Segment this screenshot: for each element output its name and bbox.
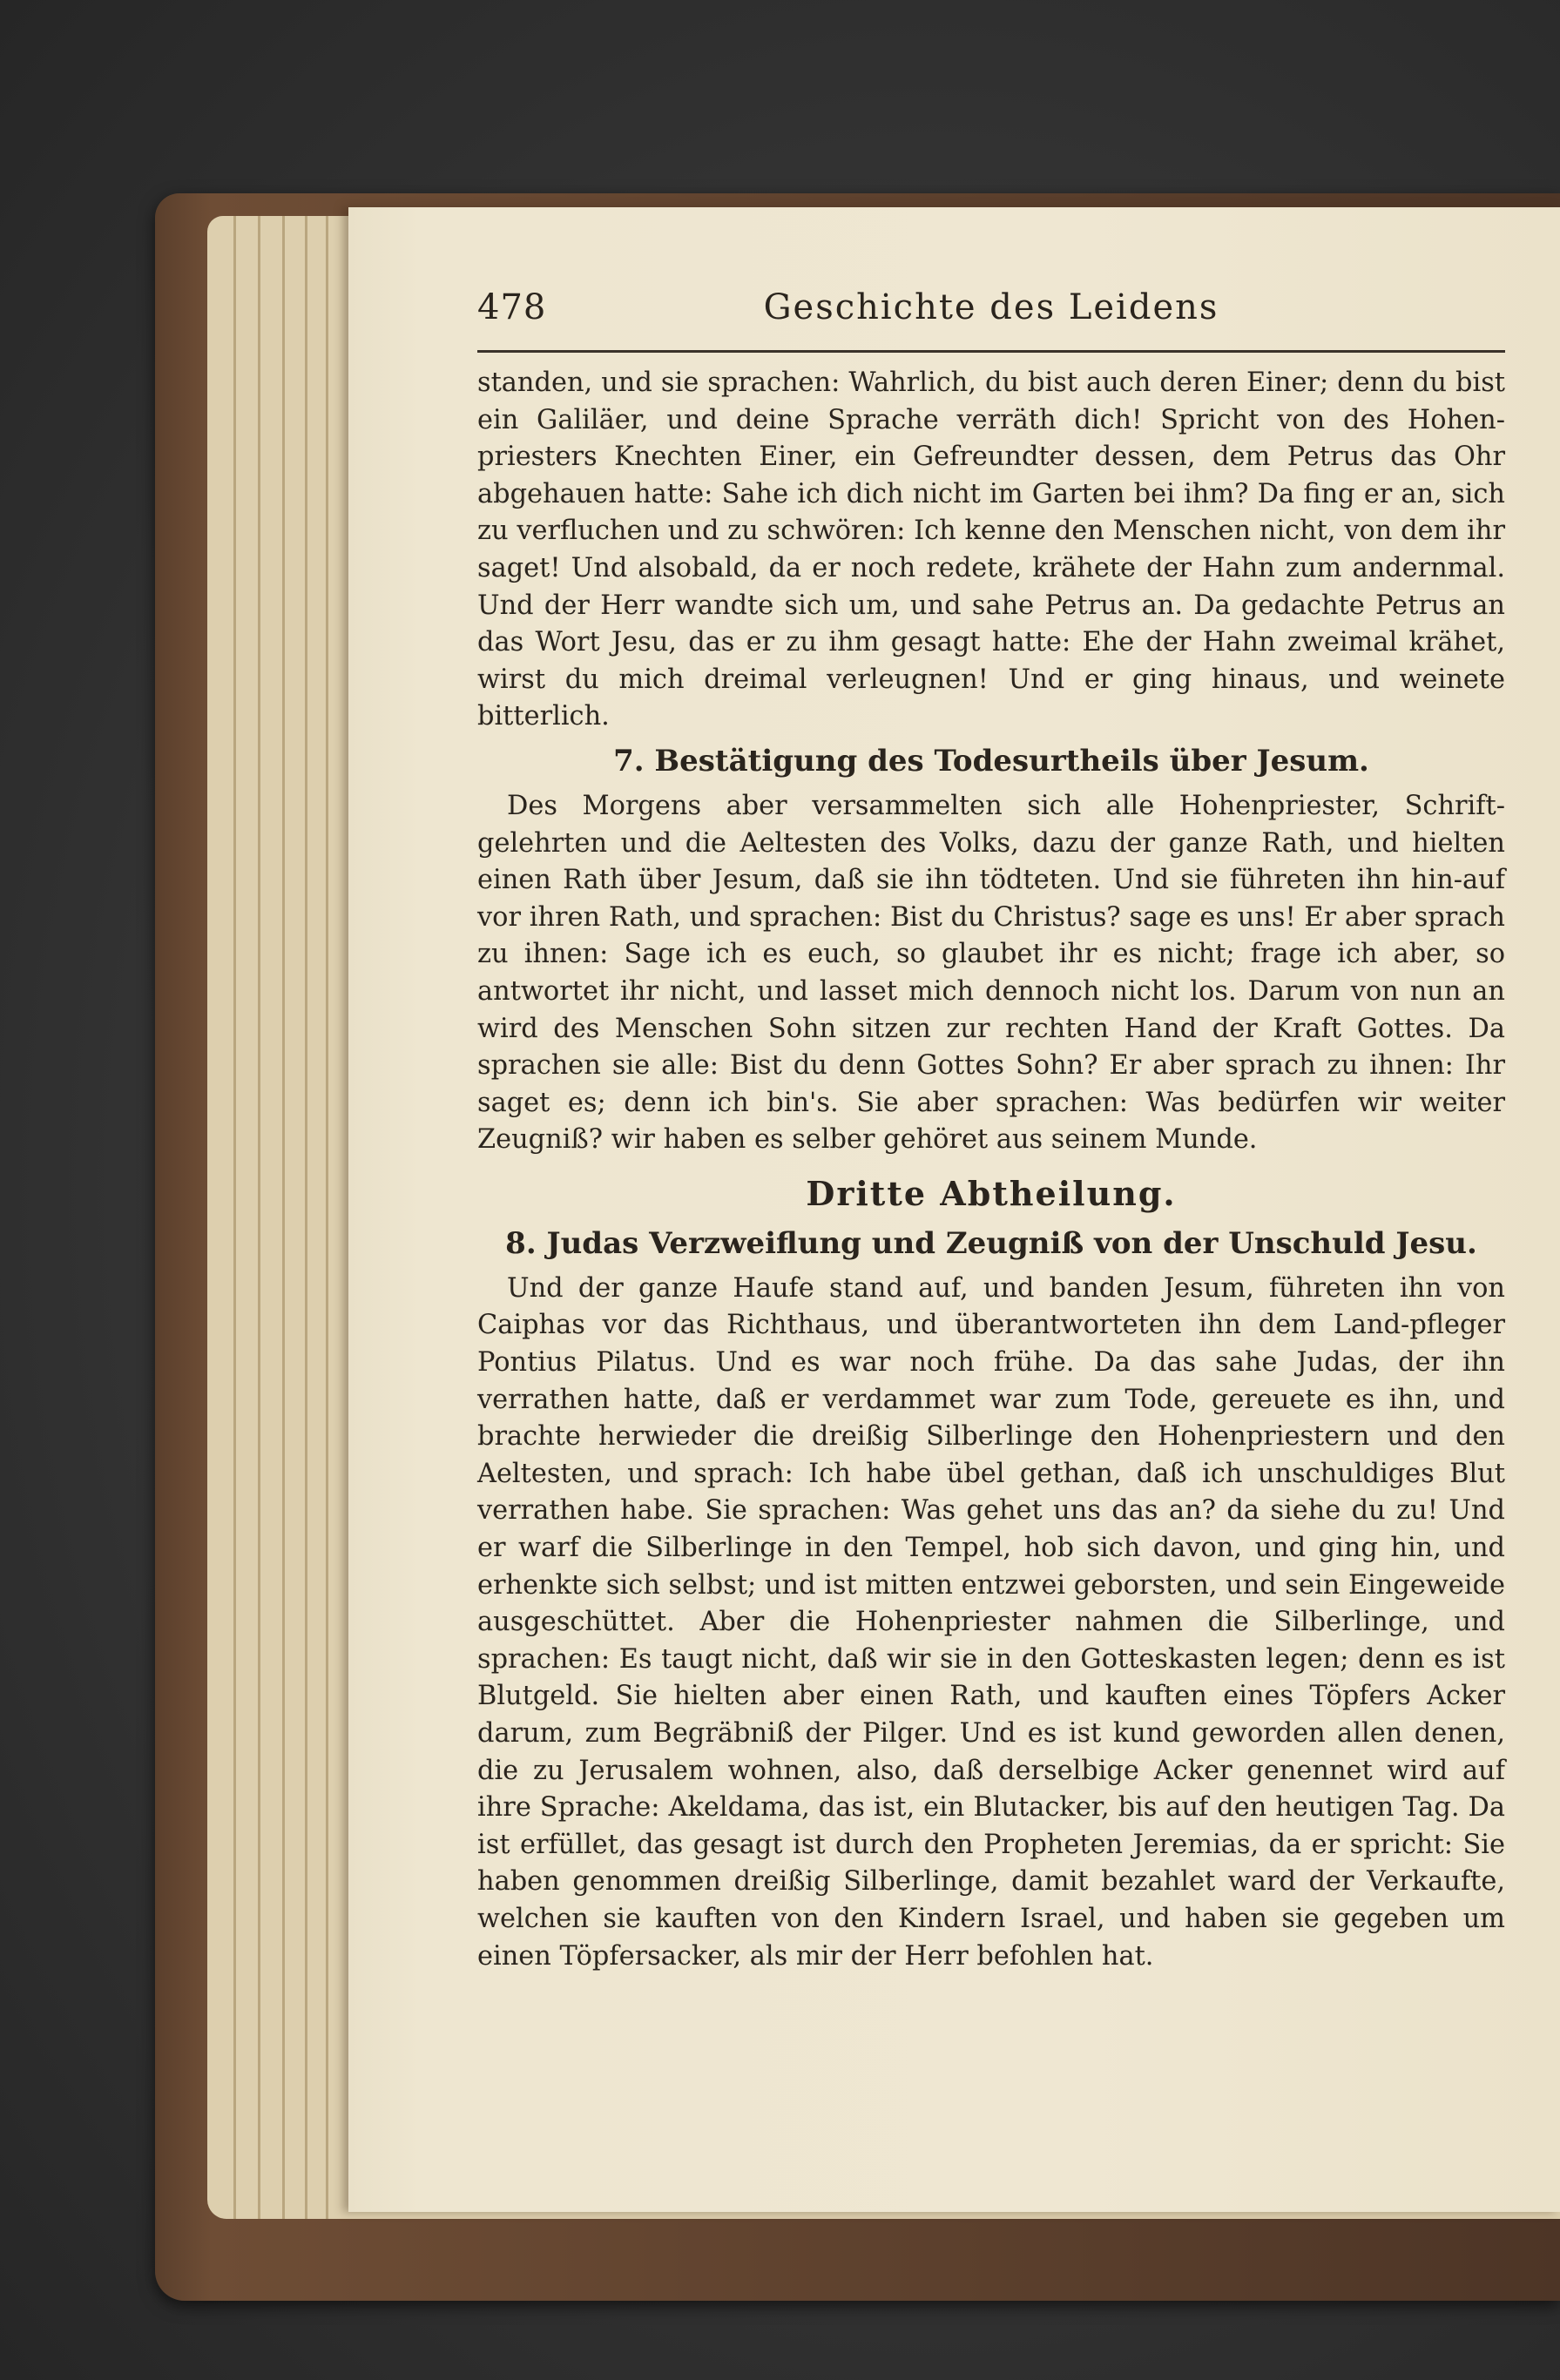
header-rule bbox=[477, 350, 1505, 353]
running-title: Geschichte des Leidens bbox=[763, 287, 1219, 327]
part-heading: Dritte Abtheilung. bbox=[806, 1173, 1177, 1213]
section-heading-7: 7. Bestätigung des Todesurtheils über Jesum. bbox=[613, 743, 1369, 779]
paragraph-section-7: Des Morgens aber versammelten sich alle Hohenpriester, Schrift-gelehrten und die Aeltesten des Volks, dazu der ganze Rath, und hielten einen Rath über Jesum, daß sie ihn tödteten. Und sie führeten ihn hin-auf vor ihren Rath, und sprachen: Bist du Christus? sage es uns! Er aber sprach zu ihnen: Sage ich es euch, so glaubet ihr es nicht; frage ich aber, so antwortet ihr nicht, und lasset mich dennoch nicht los. Darum von nun an wird des Menschen Sohn sitzen zur rechten Hand der Kraft Gottes. Da sprachen sie alle: Bist du denn Gottes Sohn? Er aber sprach zu ihnen: Ihr saget es; denn ich bin's. Sie aber sprachen: Was bedürfen wir weiter Zeugniß? wir haben es selber gehöret aus seinem Munde. bbox=[477, 790, 1505, 1156]
running-head bbox=[477, 284, 1505, 336]
paragraph-section-8: Und der ganze Haufe stand auf, und banden Jesum, führeten ihn von Caiphas vor das Richthaus, und überantworteten ihn dem Land-pfleger Pontius Pilatus. Und es war noch frühe. Da das sahe Judas, der ihn verrathen hatte, daß er verdammet war zum Tode, gereuete es ihn, und brachte herwieder die dreißig Silberlinge den Hohenpriestern und den Aeltesten, und sprach: Ich habe übel gethan, daß ich unschuldiges Blut verrathen habe. Sie sprachen: Was gehet uns das an? da siehe du zu! Und er warf die Silberlinge in den Tempel, hob sich davon, und ging hin, und erhenkte sich selbst; und ist mitten entzwei geborsten, und sein Eingeweide ausgeschüttet. Aber die Hohenpriester nahmen die Silberlinge, und sprachen: Es taugt nicht, daß wir sie in den Gotteskasten legen; denn es ist Blutgeld. Sie hielten aber einen Rath, und kauften eines Töpfers Acker darum, zum Begräbniß der Pilger. Und es ist kund geworden allen denen, die zu Jerusalem wohnen, also, daß derselbige Acker genennet wird auf ihre Sprache: Akeldama, das ist, ein Blutacker, bis auf den heutigen Tag. Da ist erfüllet, das gesagt ist durch den Propheten Jeremias, da er spricht: Sie haben genommen dreißig Silberlinge, damit bezahlet ward der Verkaufte, welchen sie kauften von den Kindern Israel, und haben sie gegeben um einen Töpfersacker, als mir der Herr befohlen hat. bbox=[477, 1272, 1506, 1972]
book-page bbox=[348, 207, 1560, 2212]
page-content bbox=[477, 284, 1505, 1975]
section-heading-8: 8. Judas Verzweiflung und Zeugniß von der Unschuld Jesu. bbox=[505, 1225, 1477, 1261]
paragraph-continuation: standen, und sie sprachen: Wahrlich, du bist auch deren Einer; denn du bist ein Galiläer, und deine Sprache verräth dich! Spricht von des Hohen-priesters Knechten Einer, ein Gefreundter dessen, dem Petrus das Ohr abgehauen hatte: Sahe ich dich nicht im Garten bei ihm? Da fing er an, sich zu verfluchen und zu schwören: Ich kenne den Menschen nicht, von dem ihr saget! Und alsobald, da er noch redete, krähete der Hahn zum andernmal. Und der Herr wandte sich um, und sahe Petrus an. Da gedachte Petrus an das Wort Jesu, das er zu ihm gesagt hatte: Ehe der Hahn zweimal krähet, wirst du mich dreimal verleugnen! Und er ging hinaus, und weinete bitterlich. bbox=[477, 367, 1505, 732]
page-number: 478 bbox=[477, 287, 547, 327]
